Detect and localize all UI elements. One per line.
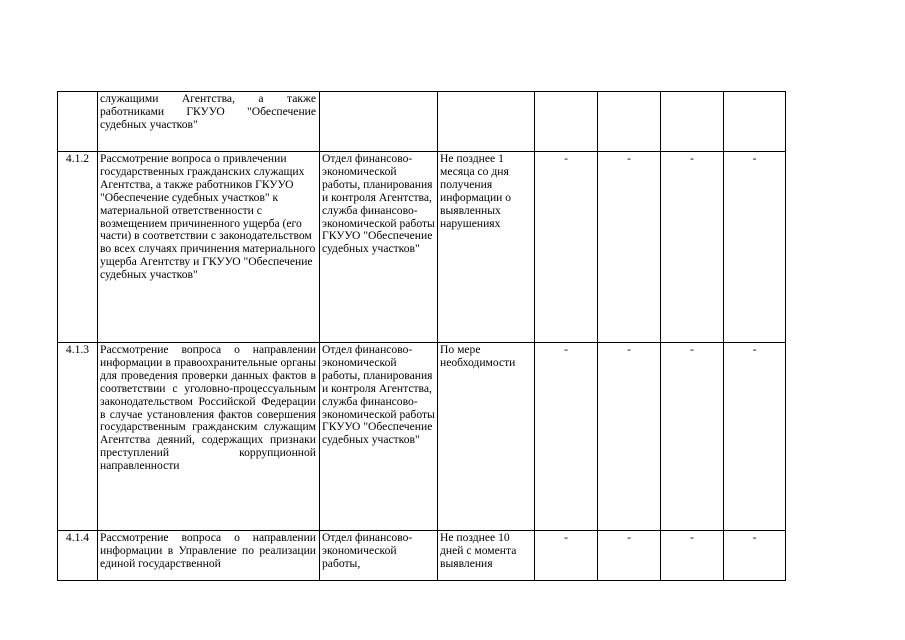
item-indicator: -	[535, 343, 598, 531]
item-indicator	[661, 92, 724, 152]
item-indicator: -	[598, 531, 661, 581]
item-deadline: Не позднее 10 дней с момента выявления	[438, 531, 535, 581]
item-deadline: По мере необходимости	[438, 343, 535, 531]
item-responsible: Отдел финансово-экономической работы, планирования и контроля Агентства, служба финансово-экономической работы ГКУУО "Обеспечение судебных участков"	[320, 343, 438, 531]
table-row	[58, 343, 786, 531]
item-responsible: Отдел финансово-экономической работы, планирования и контроля Агентства, служба финансово-экономической работы ГКУУО "Обеспечение судебных участков"	[320, 152, 438, 343]
item-indicator: -	[724, 531, 786, 581]
item-description: Рассмотрение вопроса о направлении информации в Управление по реализации единой государственной	[98, 531, 320, 581]
item-description: Рассмотрение вопроса о направлении информации в правоохранительные органы для проведения проверки данных фактов в соответствии с уголовно-процессуальным законодательством Российской Федерации в случае установления фактов совершения государственным гражданским служащим Агентства деяний, содержащих признаки преступлений коррупционной направленности	[98, 343, 320, 531]
table-row	[58, 531, 786, 581]
item-responsible	[320, 92, 438, 152]
item-indicator: -	[535, 531, 598, 581]
item-indicator: -	[661, 343, 724, 531]
item-indicator: -	[598, 343, 661, 531]
item-number: 4.1.4	[58, 531, 98, 581]
item-indicator: -	[661, 531, 724, 581]
table-row	[58, 92, 786, 152]
item-indicator	[598, 92, 661, 152]
item-indicator: -	[661, 152, 724, 343]
table-row	[58, 152, 786, 343]
item-indicator: -	[598, 152, 661, 343]
item-number	[58, 92, 98, 152]
item-number: 4.1.3	[58, 343, 98, 531]
item-description: служащими Агентства, а также работниками ГКУУО "Обеспечение судебных участков"	[98, 92, 320, 152]
item-deadline: Не позднее 1 месяца со дня получения информации о выявленных нарушениях	[438, 152, 535, 343]
item-indicator: -	[724, 343, 786, 531]
item-responsible: Отдел финансово-экономической работы,	[320, 531, 438, 581]
item-number: 4.1.2	[58, 152, 98, 343]
item-indicator: -	[535, 152, 598, 343]
item-indicator: -	[724, 152, 786, 343]
activities-table	[57, 91, 786, 581]
item-description: Рассмотрение вопроса о привлечении государственных гражданских служащих Агентства, а также работников ГКУУО "Обеспечение судебных участков" к материальной ответственности с возмещением причиненного ущерба (его части) в соответствии с законодательством во всех случаях причинения материального ущерба Агентству и ГКУУО "Обеспечение судебных участков"	[98, 152, 320, 343]
item-deadline	[438, 92, 535, 152]
item-indicator	[724, 92, 786, 152]
item-indicator	[535, 92, 598, 152]
